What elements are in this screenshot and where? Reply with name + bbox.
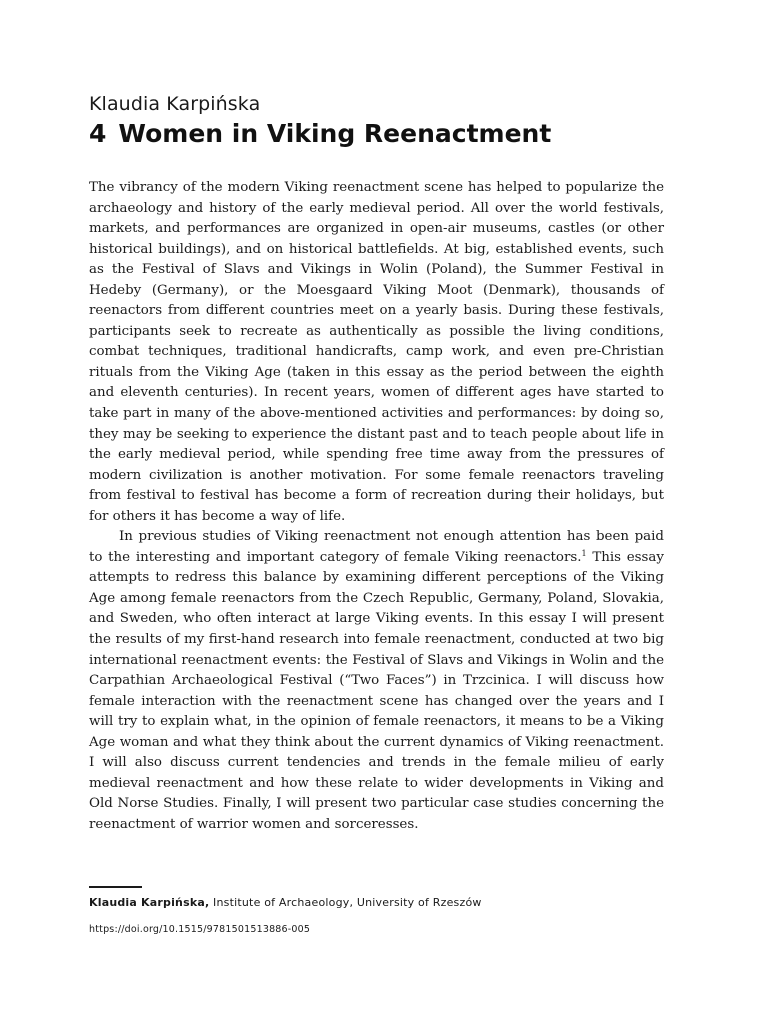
paragraph-2-part-2: This essay attempts to redress this balance by examining different perceptions of the Viking Age among female reenactors from the Czech Republic, Germany, Poland, Slovakia, and Sweden, who often interact at large Viking events. In this essay I will present the results of my first-hand research into female reenactment, conducted at two big international reenactment events: the Festival of Slavs and Vikings in Wolin and the Carpathian Archaeological Festival (“Two Faces”) in Trzcinica. I will discuss how female interaction with the reenactment scene has changed over the years and I will try to explain what, in the opinion of female reenactors, it means to be a Viking Age woman and what they think about the current dynamics of Viking reenactment. I will also discuss current tendencies and trends in the female milieu of early medieval reenactment and how these relate to wider developments in Viking and Old Norse Studies. Finally, I will present two particular case studies concerning the reenactment of warrior women and sorceresses. bbox=[89, 549, 664, 832]
affiliation-name: Klaudia Karpińska, bbox=[89, 896, 210, 909]
chapter-title bbox=[89, 117, 551, 151]
doi-link[interactable]: https://doi.org/10.1515/9781501513886-005 bbox=[89, 924, 311, 935]
author-affiliation bbox=[89, 895, 482, 911]
body-text bbox=[89, 178, 664, 836]
footnote-marker[interactable]: 1 bbox=[581, 548, 587, 558]
chapter-number: 4 bbox=[89, 119, 107, 148]
paragraph-2-part-1: In previous studies of Viking reenactment not enough attention has been paid to the interesting and important category of female Viking reenactors. bbox=[89, 529, 664, 565]
footnote-divider bbox=[89, 886, 142, 888]
affiliation-institution: Institute of Archaeology, University of Rzeszów bbox=[209, 896, 482, 909]
chapter-author: Klaudia Karpińska bbox=[89, 93, 261, 115]
chapter-title-text: Women in Viking Reenactment bbox=[118, 119, 552, 148]
paragraph-1: The vibrancy of the modern Viking reenactment scene has helped to popularize the archaeology and history of the early medieval period. All over the world festivals, markets, and performances are organized in open-air museums, castles (or other historical buildings), and on historical battlefields. At big, established events, such as the Festival of Slavs and Vikings in Wolin (Poland), the Summer Festival in Hedeby (Germany), or the Moesgaard Viking Moot (Denmark), thousands of reenactors from different countries meet on a yearly basis. During these festivals, participants seek to recreate as authentically as possible the living conditions, combat techniques, traditional handicrafts, camp work, and even pre-Christian rituals from the Viking Age (taken in this essay as the period between the eighth and eleventh centuries). In recent years, women of different ages have started to take part in many of the above-mentioned activities and performances: by doing so, they may be seeking to experience the distant past and to teach people about life in the early medieval period, while spending free time away from the pressures of modern civilization is another motivation. For some female reenactors traveling from festival to festival has become a form of recreation during their holidays, but for others it has become a way of life. bbox=[89, 180, 664, 524]
paragraph-2 bbox=[89, 527, 664, 835]
